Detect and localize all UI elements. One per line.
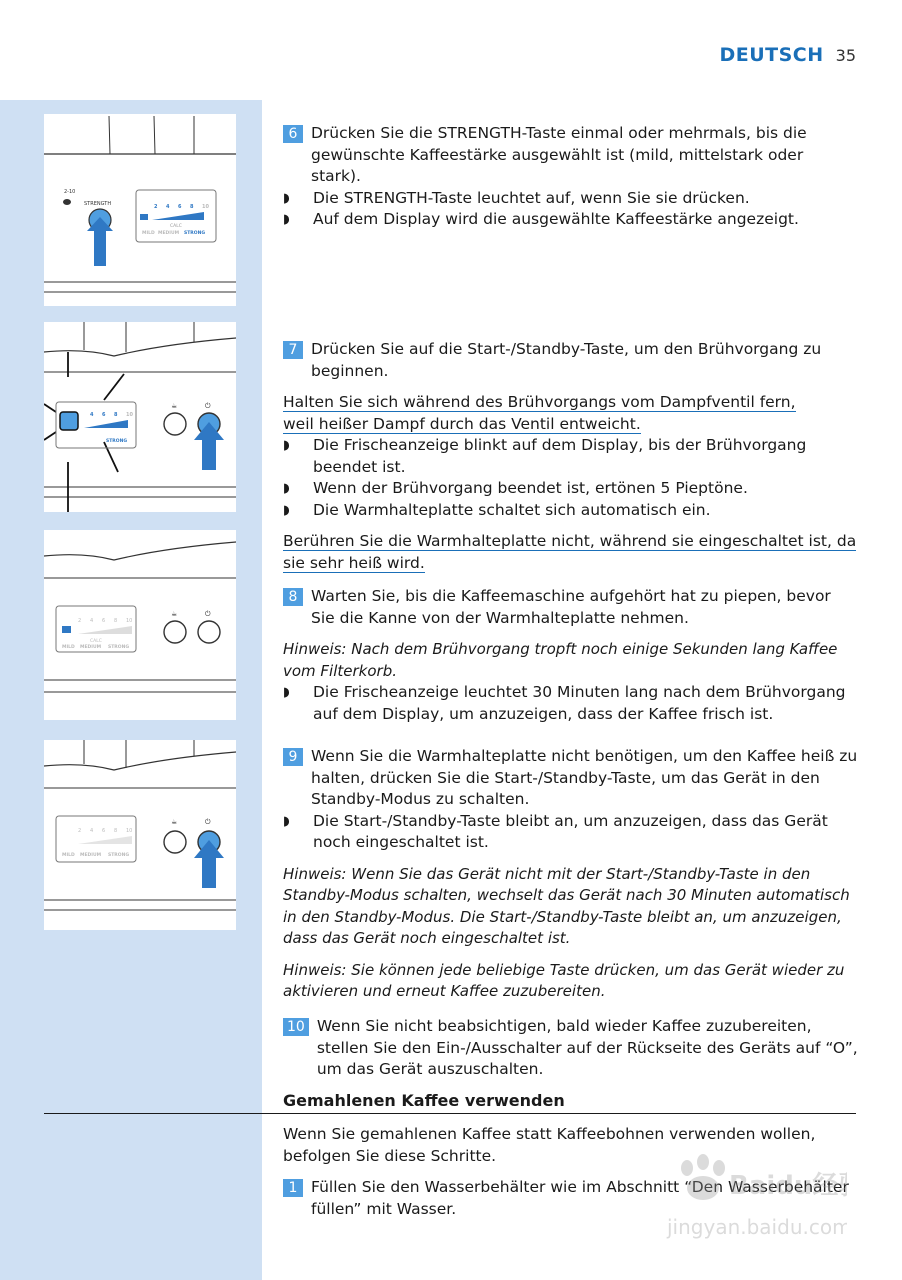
watermark-text: Baidu经 <box>729 1171 839 1201</box>
svg-text:MEDIUM: MEDIUM <box>80 853 102 858</box>
svg-text:2: 2 <box>154 204 158 210</box>
svg-text:STRONG: STRONG <box>108 645 130 650</box>
bullet-icon: ◗ <box>283 438 290 453</box>
warning-text: Berühren Sie die Warmhalteplatte nicht, während sie eingeschaltet ist, da sie sehr heiß wird. <box>283 532 857 572</box>
watermark <box>657 1148 847 1243</box>
svg-text:4: 4 <box>90 412 94 418</box>
step-8-block <box>283 586 858 725</box>
svg-text:MILD: MILD <box>62 853 75 858</box>
illustration-start-brewing <box>44 322 236 512</box>
bullet-icon: ◗ <box>283 502 290 518</box>
section-intro: Wenn Sie gemahlenen Kaffee statt Kaffeebohnen verwenden wollen, befolgen Sie diese Schritte. <box>283 1125 816 1165</box>
page-number: 35 <box>835 46 856 65</box>
start-standby-button <box>198 621 220 643</box>
section-heading-block <box>283 1090 858 1112</box>
bullet-item: ◗ Die STRENGTH-Taste leuchtet auf, wenn Sie sie drücken. <box>283 188 858 210</box>
hint-note: Hinweis: Sie können jede beliebige Taste drücken, um das Gerät wieder zu aktivieren und erneut Kaffee zuzubereiten. <box>283 960 845 1000</box>
svg-text:MEDIUM: MEDIUM <box>158 231 180 236</box>
step-10-block <box>283 1016 858 1081</box>
power-icon: ⏻ <box>205 610 211 618</box>
svg-text:8: 8 <box>114 828 118 834</box>
bullet-item: ◗ Die Frischeanzeige leuchtet 30 Minuten lang nach dem Brühvorgang auf dem Display, um anzuzeigen, dass der Kaffee frisch ist. <box>283 683 846 723</box>
bullet-item: ◗ Die Start-/Standby-Taste bleibt an, um anzuzeigen, dass das Gerät noch eingeschaltet ist. <box>283 811 828 851</box>
svg-text:STRONG: STRONG <box>106 439 128 444</box>
cup-display-icon <box>140 214 148 220</box>
illustration-strength-button <box>44 114 236 306</box>
section-divider <box>44 1113 856 1114</box>
step-9-block <box>283 746 858 1003</box>
svg-text:CALC: CALC <box>170 224 182 229</box>
svg-text:STRONG: STRONG <box>184 231 206 236</box>
illustration-freshness <box>44 530 236 720</box>
bullet-item: ◗ Die Warmhalteplatte schaltet sich automatisch ein. <box>283 500 858 522</box>
page-header <box>719 44 856 66</box>
step-number: 9 <box>283 748 303 766</box>
step-7-block <box>283 339 858 574</box>
svg-text:8: 8 <box>114 412 118 418</box>
hint-note: Hinweis: Nach dem Brühvorgang tropft noch einige Sekunden lang Kaffee vom Filterkorb. <box>283 640 838 680</box>
svg-text:4: 4 <box>90 618 94 624</box>
step-text: Füllen Sie den Wasserbehälter wie im Abschnitt “Den Wasserbehälter füllen” mit Wasser. <box>311 1178 849 1218</box>
bullet-icon: ◗ <box>283 190 290 206</box>
step-text: Drücken Sie die STRENGTH-Taste einmal oder mehrmals, bis die gewünschte Kaffeestärke ausgewählt ist (mild, mittelstark oder stark). <box>311 124 807 185</box>
svg-text:4: 4 <box>90 828 94 834</box>
arrow-up-icon <box>194 422 224 470</box>
svg-text:MEDIUM: MEDIUM <box>80 645 102 650</box>
svg-text:10: 10 <box>126 828 133 834</box>
svg-text:6: 6 <box>102 828 106 834</box>
step-text: Drücken Sie auf die Start-/Standby-Taste, um den Brühvorgang zu beginnen. <box>311 340 822 380</box>
svg-text:MILD: MILD <box>62 645 75 650</box>
strength-label: STRENGTH <box>84 201 112 207</box>
step-number: 1 <box>283 1179 303 1197</box>
svg-text:MILD: MILD <box>142 231 155 236</box>
step-10 <box>283 1016 858 1081</box>
step-text: Warten Sie, bis die Kaffeemaschine aufgehört hat zu piepen, bevor Sie die Kanne von der Warmhalteplatte nehmen. <box>311 587 831 627</box>
bullet-item: ◗ Die Frischeanzeige blinkt auf dem Display, bis der Brühvorgang beendet ist. <box>283 436 807 476</box>
svg-text:6: 6 <box>102 618 106 624</box>
svg-text:10: 10 <box>202 204 209 210</box>
svg-text:6: 6 <box>178 204 182 210</box>
svg-text:10: 10 <box>126 412 133 418</box>
section-title: Gemahlenen Kaffee verwenden <box>283 1091 565 1110</box>
power-icon: ⏻ <box>205 402 211 410</box>
cup-small-icon: ☕ <box>171 402 178 410</box>
svg-text:8: 8 <box>190 204 194 210</box>
language-label: DEUTSCH <box>719 44 824 66</box>
bullet-item: ◗ Wenn der Brühvorgang beendet ist, ertönen 5 Pieptöne. <box>283 478 858 500</box>
cup-small-icon: ☕ <box>171 610 178 618</box>
cup-display-icon <box>62 626 71 633</box>
svg-text:STRONG: STRONG <box>108 853 130 858</box>
step-8 <box>283 586 858 629</box>
watermark-url: jingyan.baidu.com <box>667 1215 847 1239</box>
step-7 <box>283 339 858 382</box>
svg-text:4: 4 <box>166 204 170 210</box>
svg-text:8: 8 <box>114 618 118 624</box>
step-number: 10 <box>283 1018 309 1036</box>
bullet-icon: ◗ <box>283 813 290 829</box>
hint-note: Hinweis: Wenn Sie das Gerät nicht mit der Start-/Standby-Taste in den Standby-Modus schalten, wechselt das Gerät nach 30 Minuten automatisch in den Standby-Modus. Die Start-/Standby-Taste bleibt an, um anzuzeigen, dass das Gerät noch eingeschaltet ist. <box>283 864 850 947</box>
power-icon: ⏻ <box>205 818 211 826</box>
step-text: Wenn Sie nicht beabsichtigen, bald wieder Kaffee zuzubereiten, stellen Sie den Ein-/Ausschalter auf der Rückseite des Geräts auf “O”, um das Gerät auszuschalten. <box>316 1017 858 1078</box>
step-text: Wenn Sie die Warmhalteplatte nicht benötigen, um den Kaffee heiß zu halten, drücken Sie die Start-/Standby-Taste, um das Gerät in den Standby-Modus zu schalten. <box>311 747 858 808</box>
cup-icon <box>63 199 71 205</box>
step-number: 8 <box>283 588 303 606</box>
svg-text:2: 2 <box>78 828 82 834</box>
step-6 <box>283 123 858 188</box>
bullet-icon: ◗ <box>283 481 290 496</box>
arrow-up-icon <box>194 840 224 888</box>
step-number: 6 <box>283 125 303 143</box>
strength-button <box>164 621 186 643</box>
svg-text:6: 6 <box>102 412 106 418</box>
svg-text:10: 10 <box>126 618 133 624</box>
cup-small-icon: ☕ <box>171 818 178 826</box>
warning-text: Halten Sie sich während des Brühvorgangs vom Dampfventil fern, weil heißer Dampf durch das Ventil entweicht. <box>283 393 796 433</box>
bullet-icon: ◗ <box>283 212 290 227</box>
strength-button <box>164 413 186 435</box>
step-9 <box>283 746 858 811</box>
step-6-block <box>283 123 858 231</box>
strength-button <box>164 831 186 853</box>
bullet-item: ◗ Auf dem Display wird die ausgewählte Kaffeestärke angezeigt. <box>283 209 858 231</box>
cups-label: 2-10 <box>64 189 76 195</box>
bullet-icon: ◗ <box>283 685 290 700</box>
svg-text:CALC: CALC <box>90 639 102 644</box>
step-number: 7 <box>283 341 303 359</box>
illustration-standby <box>44 740 236 930</box>
svg-text:2: 2 <box>78 618 82 624</box>
